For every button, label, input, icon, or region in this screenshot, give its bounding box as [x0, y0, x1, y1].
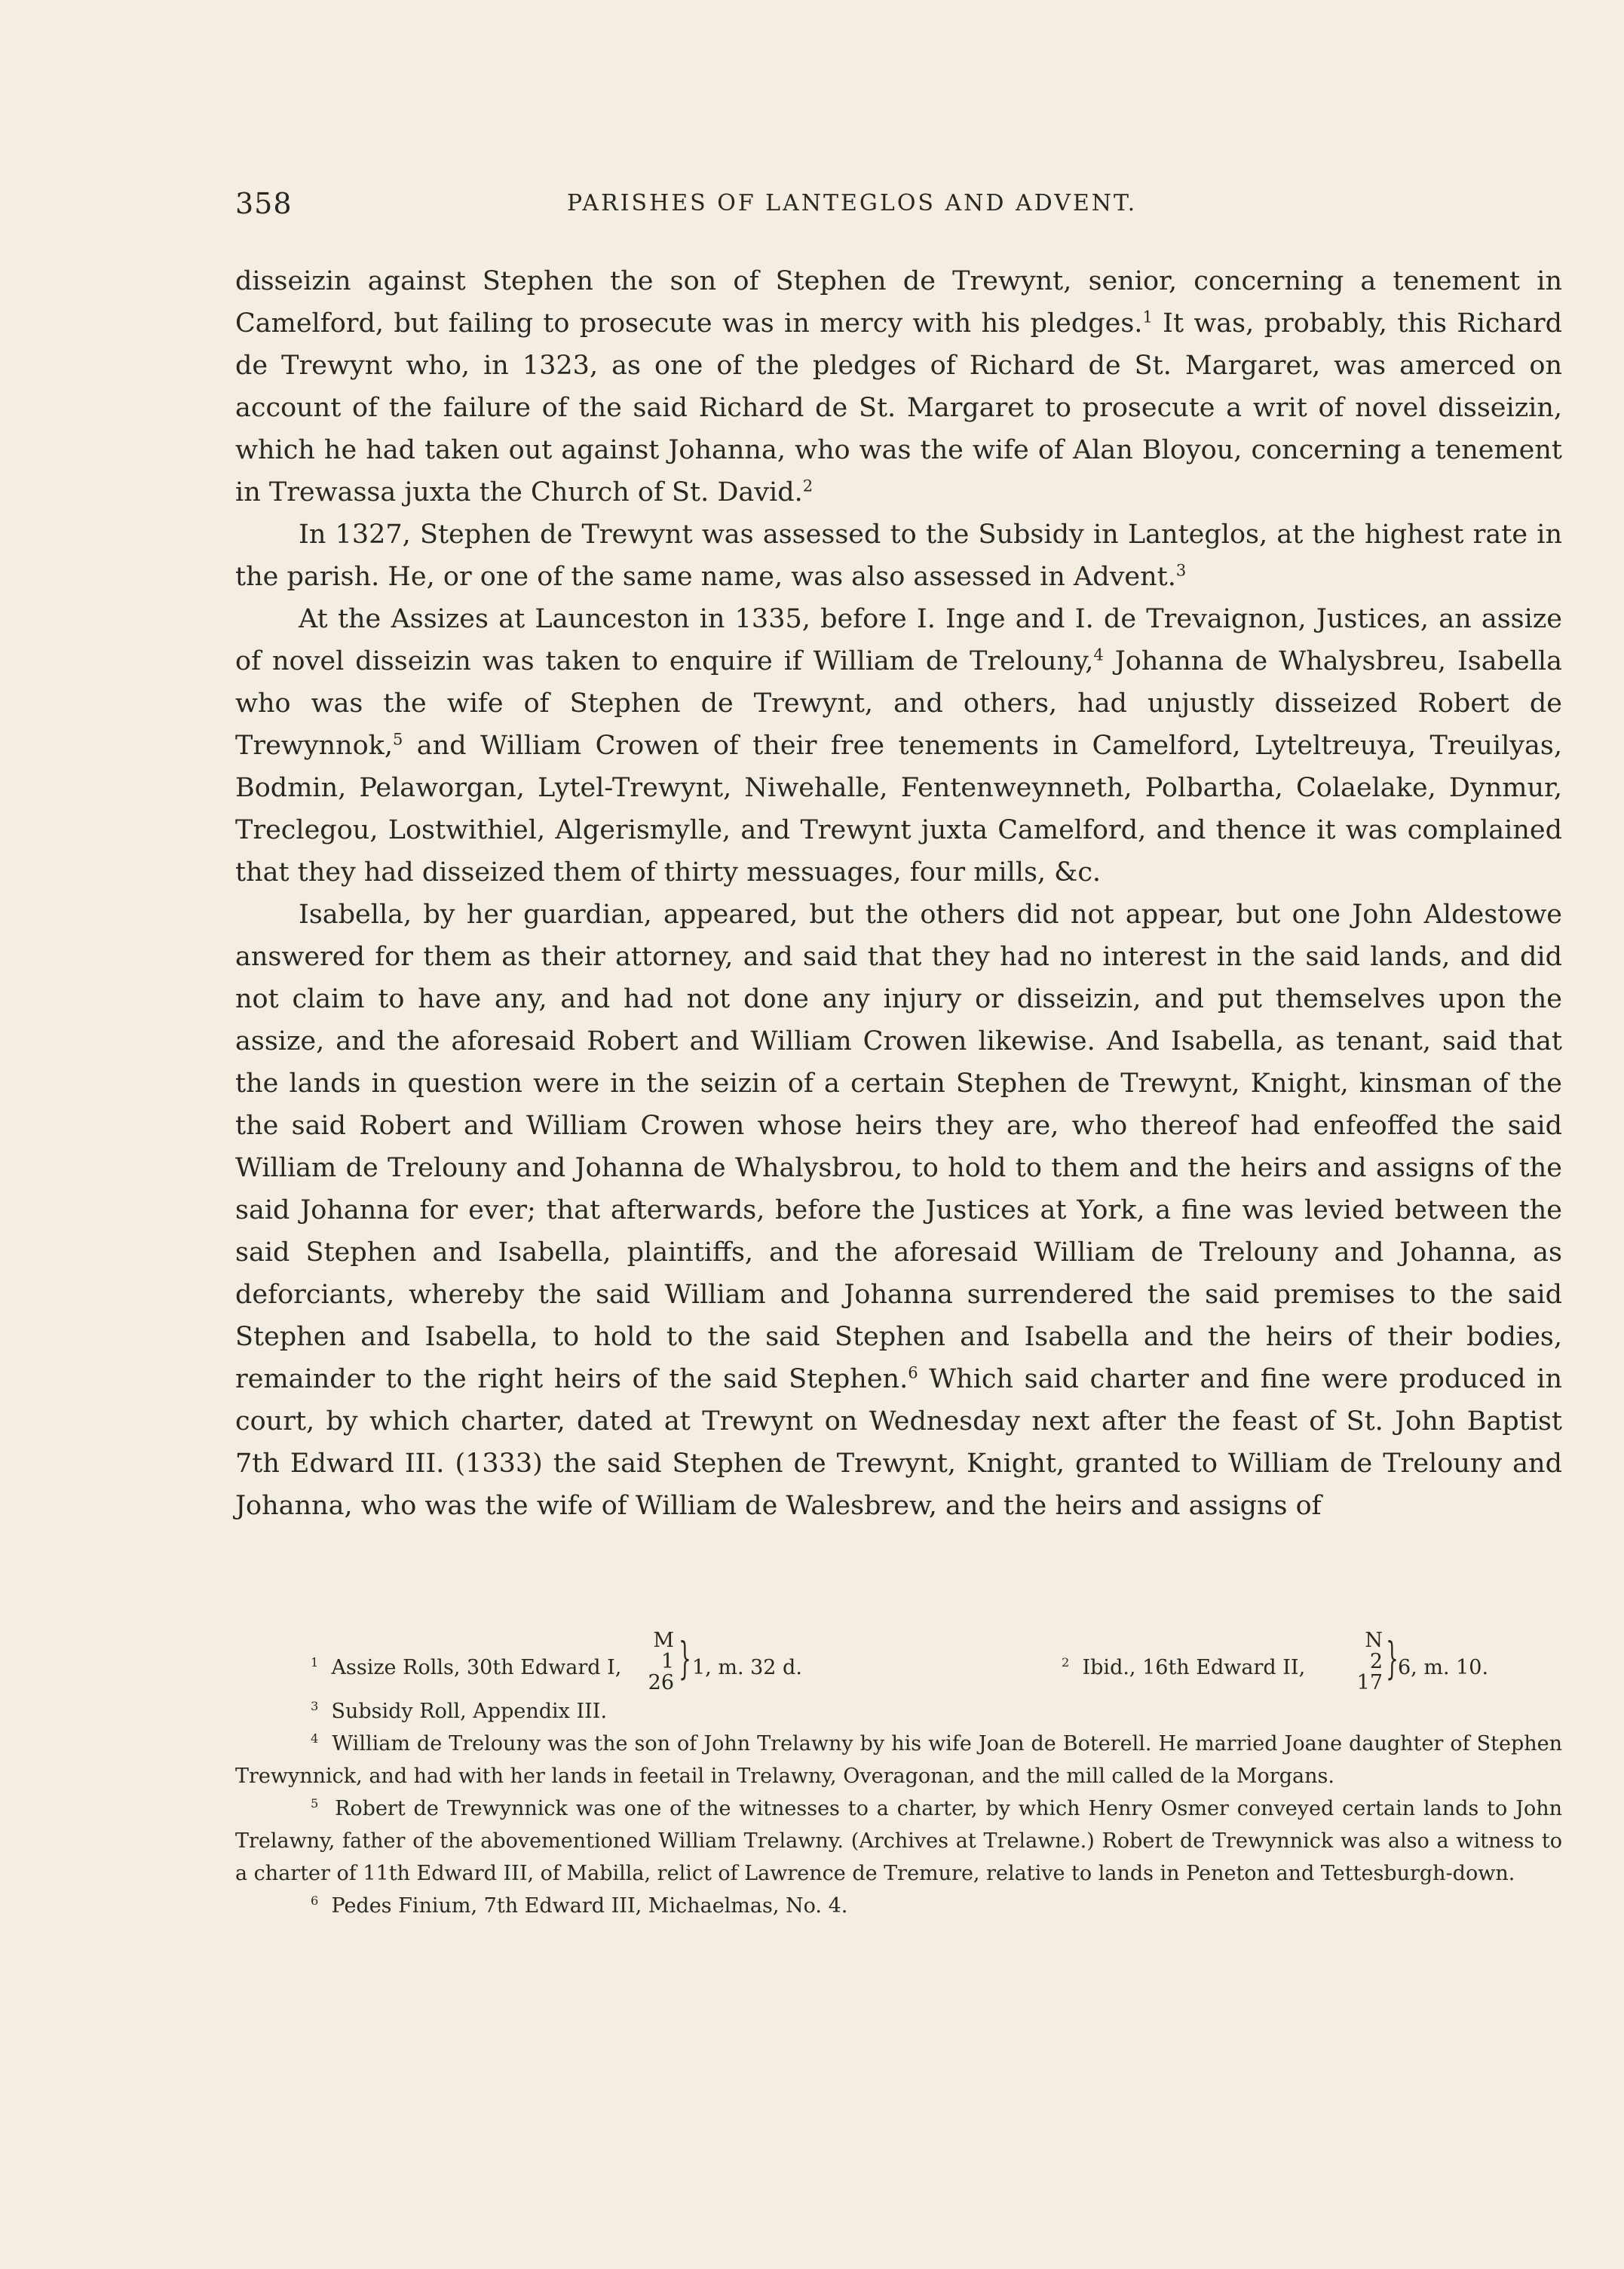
paragraph-4-text: Isabella, by her guardian, appeared, but the others did not appear, but one John Aldestowe answered for them as their attorney, and said that they had no interest in the said lands, and did not claim to have any, and had not done any injury or disseizin, and put themselves upon the assize, and the aforesaid Robert and William Crowen likewise. And Isabella, as tenant, said that the lands in question were in the seizin of a certain Stephen de Trewynt, Knight, kinsman of the the said Robert and William Crowen whose heirs they are, who thereof had enfeoffed the said William de Trelouny and Johanna de Whalysbrou, to hold to them and the heirs and assigns of the said Johanna for ever; that afterwards, before the Justices at York, a fine was levied between the said Stephen and Isabella, plaintiffs, and the aforesaid William de Trelouny and Johanna, as deforciants, whereby the said William and Johanna surrendered the said premises to the said Stephen and Isabella, to hold to the said Stephen and Isabella and the heirs of their bodies, remainder to the right heirs of the said Stephen.	[235, 900, 1562, 1394]
paragraph-3-text: At the Assizes at Launceston in 1335, before I. Inge and I. de Trevaignon, Justices, an assize of novel disseizin was taken to enquire if William de Trelouny,	[235, 604, 1562, 676]
footnote-ref-4: 4	[1093, 645, 1104, 664]
footnote-mark: 1	[311, 1655, 319, 1670]
footnotes	[235, 1630, 1562, 1922]
paragraph-3	[235, 598, 1562, 894]
footnote-mark: 2	[1062, 1655, 1070, 1670]
footnote-text: Ibid., 16th Edward II,	[1082, 1656, 1306, 1679]
footnote-text-cont: 6, m. 10.	[1398, 1656, 1489, 1679]
roll-number-stack: M 1 26	[648, 1629, 674, 1694]
footnote-ref-5: 5	[393, 730, 403, 749]
footnote-ref-3: 3	[1175, 561, 1187, 580]
paragraph-2-text: In 1327, Stephen de Trewynt was assessed to the Subsidy in Lanteglos, at the highest rate in the parish. He, or one of the same name, was also assessed in Advent.	[235, 520, 1562, 592]
footnote-ref-1: 1	[1142, 308, 1153, 327]
roll-number-stack: N 2 17	[1356, 1629, 1383, 1694]
footnote-ref-2: 2	[802, 477, 814, 495]
paragraph-2	[235, 514, 1562, 598]
footnote-6: $^6$ Pedes Finium, 7th Edward III, Michaelmas, No. 4.	[311, 1893, 848, 1918]
paragraph-1-text: disseizin against Stephen the son of Stephen de Trewynt, senior, concerning a tenement in Camelford, but failing to prosecute was in mercy with his pledges.	[235, 266, 1562, 339]
paragraph-4-text-cont: Which said charter and fine were produced in court, by which charter, dated at Trewynt on Wednesday next after the feast of St. John Baptist 7th Edward III. (1333) the said Stephen de Trewynt, Knight, granted to William de Trelouny and Johanna, who was the wife of William de Walesbrew, and the heirs and assigns of	[235, 1364, 1562, 1521]
footnote-5: $^5$ Robert de Trewynnick was one of the witnesses to a charter, by which Henry Osmer conveyed certain lands to John Trelawny, father of the abovementioned William Trelawny. (Archives at Trelawne.) Robert de Trewynnick was also a witness to a charter of 11th Edward III, of Mabilla, relict of Lawrence de Tremure, relative to lands in Peneton and Tettesburgh-down.	[235, 1796, 1562, 1885]
paragraph-4	[235, 894, 1562, 1527]
page-header	[235, 187, 1562, 225]
footnote-text: Assize Rolls, 30th Edward I,	[331, 1656, 622, 1679]
paragraph-3-text-end: and William Crowen of their free tenements in Camelford, Lyteltreuya, Treuilyas, Bodmin, Pelaworgan, Lytel-Trewynt, Niwehalle, Fentenweynneth, Polbartha, Colaelake, Dynmur, Treclegou, Lostwithiel, Algerismylle, and Trewynt juxta Camelford, and thence it was complained that they had disseized them of thirty messuages, four mills, &c.	[235, 731, 1562, 888]
paragraph-1-text-cont: It was, probably, this Richard de Trewynt who, in 1323, as one of the pledges of Richard de St. Margaret, was amerced on account of the failure of the said Richard de St. Margaret to prosecute a writ of novel disseizin, which he had taken out against Johanna, who was the wife of Alan Bloyou, concerning a tenement in Trewassa juxta the Church of St. David.	[235, 308, 1562, 507]
footnote-4: $^4$ William de Trelouny was the son of John Trelawny by his wife Joan de Boterell. He married Joane daughter of Stephen Trewynnick, and had with her lands in feetail in Trelawny, Overagonan, and the mill called de la Morgans.	[235, 1731, 1562, 1788]
footnote-text-cont: 1, m. 32 d.	[692, 1656, 802, 1679]
brace: }	[1386, 1633, 1399, 1684]
footnote-3: $^3$ Subsidy Roll, Appendix III.	[311, 1699, 608, 1723]
paragraph-1	[235, 260, 1562, 514]
main-text	[235, 260, 1562, 1527]
footnote-ref-6: 6	[908, 1363, 918, 1382]
paragraph-3-text-cont: Johanna de Whalysbreu, Isabella who was the wife of Stephen de Trewynt, and others, had unjustly disseized Robert de Trewynnok,	[235, 646, 1562, 761]
page-number: 358	[235, 187, 293, 220]
brace: }	[679, 1633, 691, 1684]
running-head: PARISHES OF LANTEGLOS AND ADVENT.	[567, 190, 1138, 216]
footnote-row-1-2	[235, 1630, 1562, 1695]
